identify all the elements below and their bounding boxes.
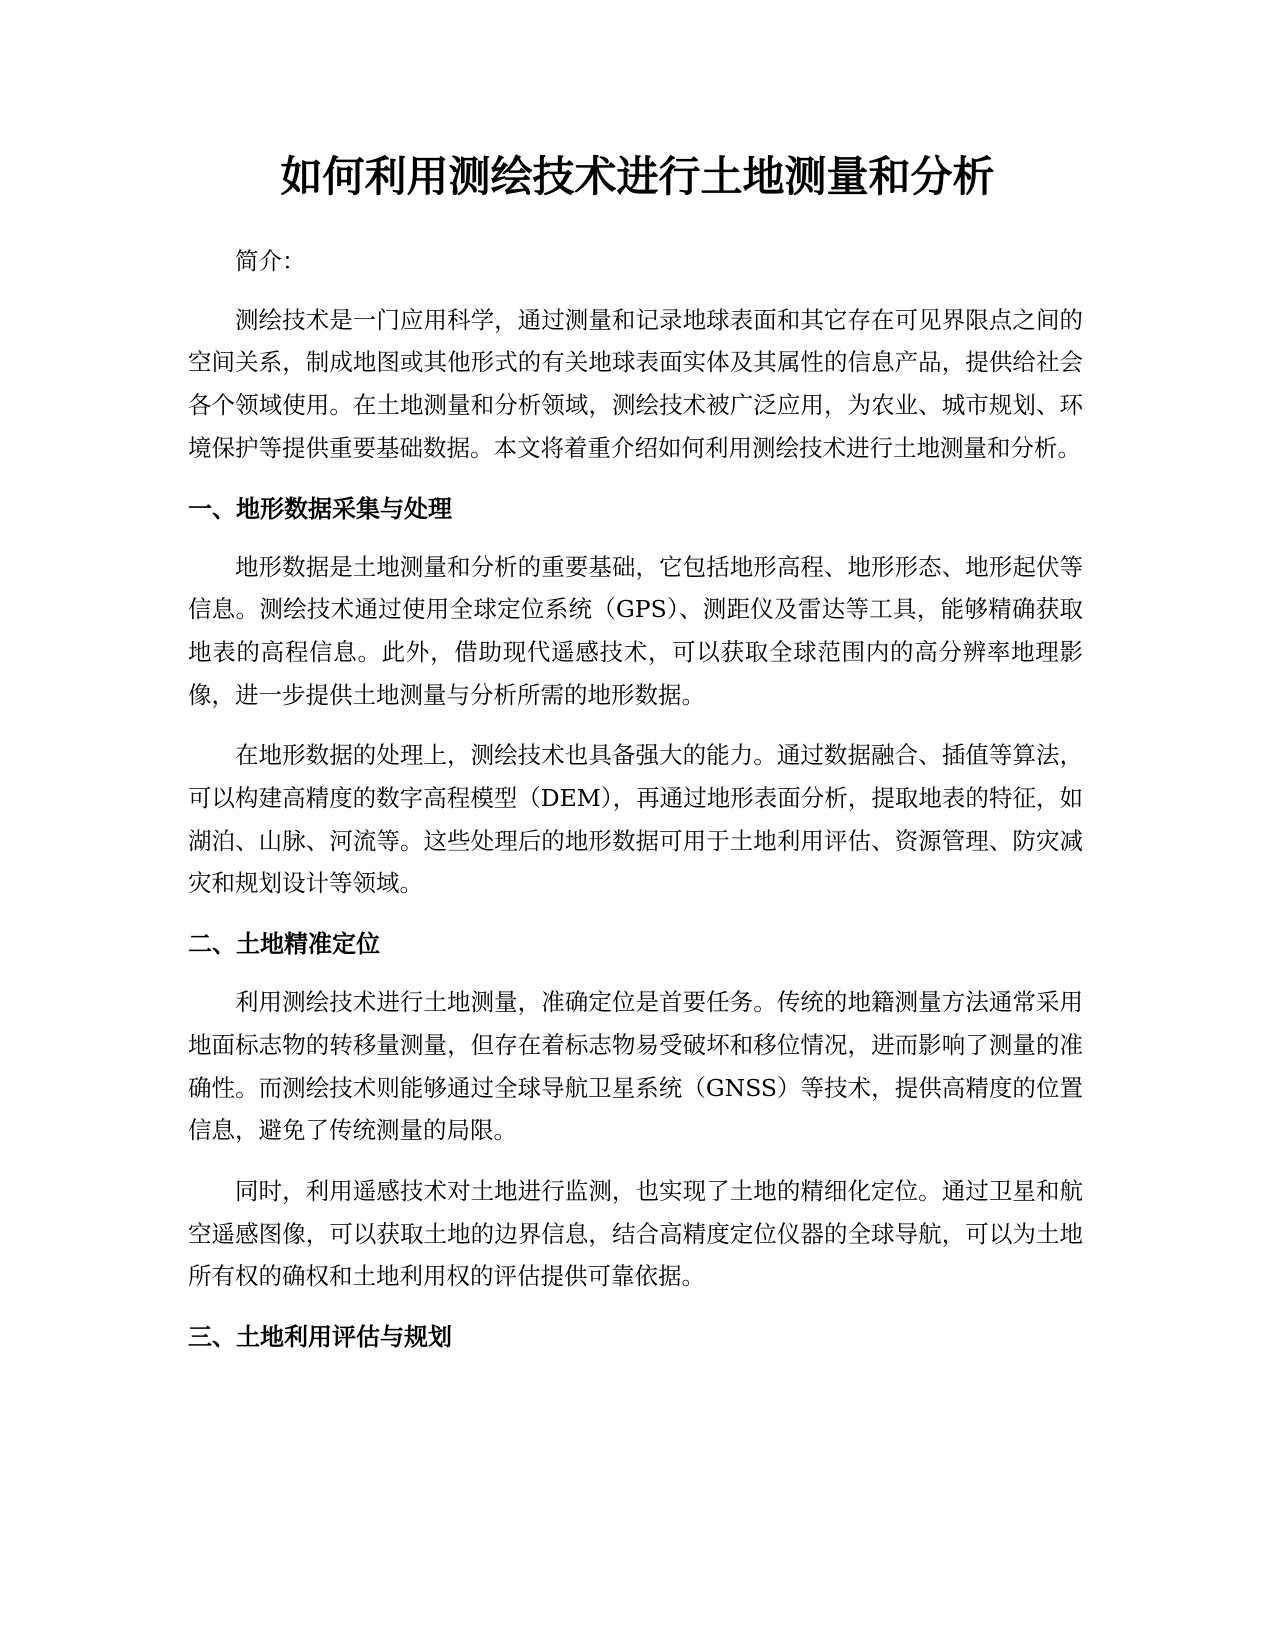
section-1-paragraph-1: 地形数据是土地测量和分析的重要基础，它包括地形高程、地形形态、地形起伏等信息。测绘技术通过使用全球定位系统（GPS）、测距仪及雷达等工具，能够精确获取地表的高程信息。此外，借助现代遥感技术，可以获取全球范围内的高分辨率地理影像，进一步提供土地测量与分析所需的地形数据。: [188, 552, 1083, 709]
document-title: 如何利用测绘技术进行土地测量和分析: [280, 152, 995, 201]
intro-paragraph: 测绘技术是一门应用科学，通过测量和记录地球表面和其它存在可见界限点之间的空间关系，制成地图或其他形式的有关地球表面实体及其属性的信息产品，提供给社会各个领域使用。在土地测量和分析领域，测绘技术被广泛应用，为农业、城市规划、环境保护等提供重要基础数据。本文将着重介绍如何利用测绘技术进行土地测量和分析。: [188, 305, 1083, 462]
section-heading-3: 三、土地利用评估与规划: [188, 1323, 452, 1352]
section-heading-1: 一、地形数据采集与处理: [188, 494, 452, 523]
section-heading-2: 二、土地精准定位: [188, 930, 380, 959]
intro-label: 简介：: [235, 247, 306, 275]
section-1-paragraph-2: 在地形数据的处理上，测绘技术也具备强大的能力。通过数据融合、插值等算法，可以构建高精度的数字高程模型（DEM），再通过地形表面分析，提取地表的特征，如湖泊、山脉、河流等。这些处理后的地形数据可用于土地利用评估、资源管理、防灾减灾和规划设计等领域。: [188, 741, 1083, 898]
document-body: [188, 240, 1083, 1374]
section-2-paragraph-1: 利用测绘技术进行土地测量，准确定位是首要任务。传统的地籍测量方法通常采用地面标志物的转移量测量，但存在着标志物易受破坏和移位情况，进而影响了测量的准确性。而测绘技术则能够通过全球导航卫星系统（GNSS）等技术，提供高精度的位置信息，避免了传统测量的局限。: [188, 988, 1083, 1145]
section-2-paragraph-2: 同时，利用遥感技术对土地进行监测，也实现了土地的精细化定位。通过卫星和航空遥感图像，可以获取土地的边界信息，结合高精度定位仪器的全球导航，可以为土地所有权的确权和土地利用权的评估提供可靠依据。: [188, 1176, 1083, 1291]
